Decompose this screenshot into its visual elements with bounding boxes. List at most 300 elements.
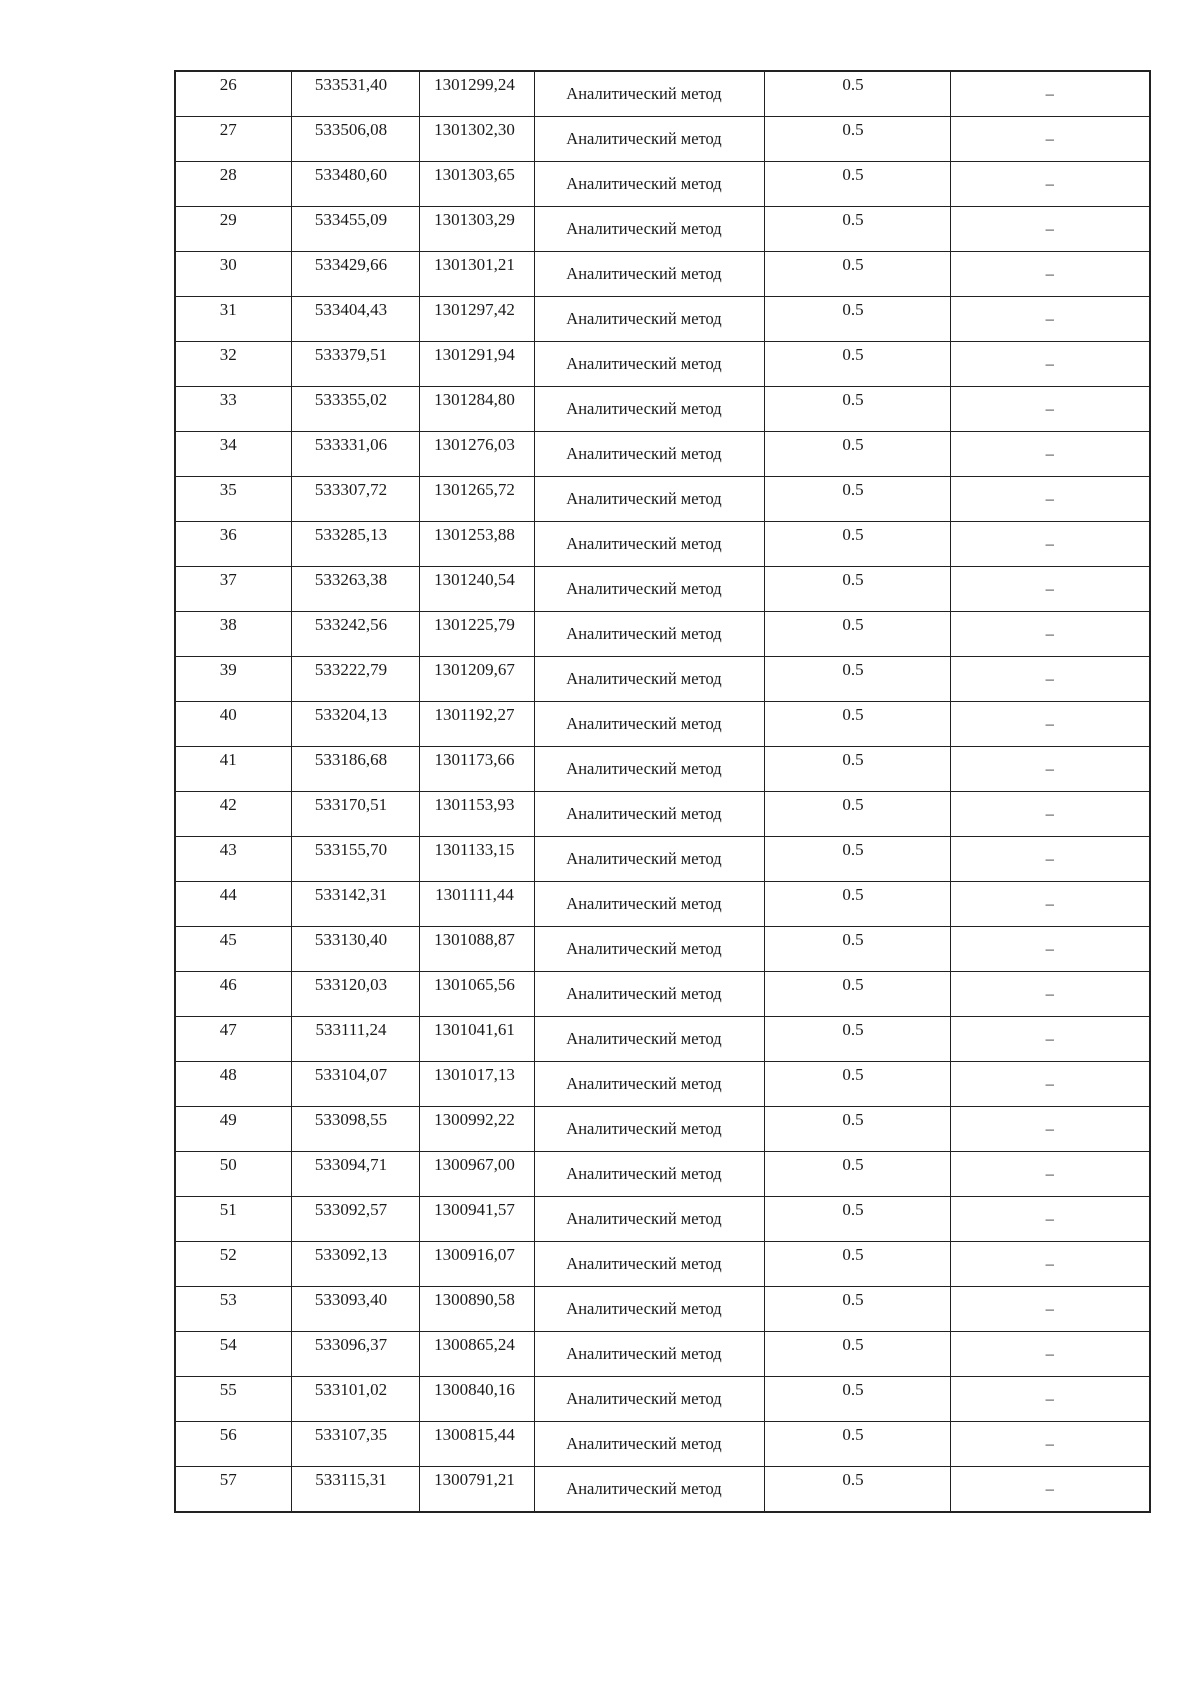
y-coordinate-cell	[419, 162, 534, 207]
note-dash: –	[1045, 624, 1054, 643]
point-number: 26	[219, 75, 237, 94]
y-coordinate-cell	[419, 297, 534, 342]
point-number: 43	[219, 840, 237, 859]
accuracy-value: 0.5	[842, 1245, 864, 1264]
y-coordinate-cell	[419, 1107, 534, 1152]
x-coordinate: 533092,57	[314, 1200, 388, 1219]
x-coordinate: 533455,09	[314, 210, 388, 229]
x-coordinate: 533104,07	[314, 1065, 388, 1084]
point-number-cell	[175, 1017, 291, 1062]
accuracy-value: 0.5	[842, 210, 864, 229]
method-text: Аналитический метод	[566, 354, 722, 373]
x-coordinate-cell	[291, 342, 419, 387]
accuracy-value: 0.5	[842, 840, 864, 859]
x-coordinate: 533404,43	[314, 300, 388, 319]
note-dash: –	[1045, 129, 1054, 148]
y-coordinate: 1301253,88	[434, 525, 515, 544]
accuracy-cell	[764, 837, 950, 882]
note-cell	[950, 1332, 1150, 1377]
point-number: 45	[219, 930, 237, 949]
y-coordinate: 1300791,21	[434, 1470, 515, 1489]
accuracy-value: 0.5	[842, 165, 864, 184]
y-coordinate: 1301284,80	[434, 390, 515, 409]
note-dash: –	[1045, 489, 1054, 508]
accuracy-value: 0.5	[842, 1020, 864, 1039]
method-cell	[534, 117, 764, 162]
table-row	[175, 477, 1150, 522]
point-number: 30	[219, 255, 237, 274]
x-coordinate-cell	[291, 1332, 419, 1377]
accuracy-value: 0.5	[842, 345, 864, 364]
accuracy-value: 0.5	[842, 480, 864, 499]
y-coordinate: 1301209,67	[434, 660, 515, 679]
accuracy-cell	[764, 342, 950, 387]
accuracy-value: 0.5	[842, 75, 864, 94]
x-coordinate: 533142,31	[314, 885, 388, 904]
accuracy-cell	[764, 1422, 950, 1467]
point-number-cell	[175, 1332, 291, 1377]
accuracy-value: 0.5	[842, 435, 864, 454]
point-number-cell	[175, 972, 291, 1017]
accuracy-cell	[764, 1287, 950, 1332]
method-text: Аналитический метод	[566, 669, 722, 688]
method-cell	[534, 71, 764, 117]
point-number: 33	[219, 390, 237, 409]
y-coordinate-cell	[419, 747, 534, 792]
x-coordinate: 533094,71	[314, 1155, 388, 1174]
point-number-cell	[175, 612, 291, 657]
x-coordinate-cell	[291, 297, 419, 342]
method-cell	[534, 1467, 764, 1513]
x-coordinate-cell	[291, 252, 419, 297]
method-text: Аналитический метод	[566, 1209, 722, 1228]
x-coordinate: 533170,51	[314, 795, 388, 814]
x-coordinate-cell	[291, 432, 419, 477]
method-cell	[534, 342, 764, 387]
method-text: Аналитический метод	[566, 804, 722, 823]
note-cell	[950, 1287, 1150, 1332]
point-number-cell	[175, 477, 291, 522]
x-coordinate-cell	[291, 207, 419, 252]
note-cell	[950, 522, 1150, 567]
method-text: Аналитический метод	[566, 309, 722, 328]
x-coordinate: 533098,55	[314, 1110, 388, 1129]
x-coordinate-cell	[291, 1242, 419, 1287]
note-dash: –	[1045, 444, 1054, 463]
accuracy-cell	[764, 1152, 950, 1197]
accuracy-cell	[764, 1062, 950, 1107]
point-number-cell	[175, 837, 291, 882]
method-cell	[534, 207, 764, 252]
method-text: Аналитический метод	[566, 1029, 722, 1048]
y-coordinate-cell	[419, 1287, 534, 1332]
table-row	[175, 1107, 1150, 1152]
x-coordinate-cell	[291, 477, 419, 522]
accuracy-cell	[764, 297, 950, 342]
note-cell	[950, 612, 1150, 657]
method-cell	[534, 612, 764, 657]
y-coordinate: 1301303,29	[434, 210, 515, 229]
y-coordinate: 1301088,87	[434, 930, 515, 949]
x-coordinate-cell	[291, 657, 419, 702]
accuracy-cell	[764, 252, 950, 297]
method-text: Аналитический метод	[566, 174, 722, 193]
table-row	[175, 1152, 1150, 1197]
point-number-cell	[175, 702, 291, 747]
method-text: Аналитический метод	[566, 759, 722, 778]
note-cell	[950, 252, 1150, 297]
note-dash: –	[1045, 1344, 1054, 1363]
y-coordinate: 1300967,00	[434, 1155, 515, 1174]
note-cell	[950, 207, 1150, 252]
note-dash: –	[1045, 219, 1054, 238]
note-cell	[950, 162, 1150, 207]
point-number-cell	[175, 342, 291, 387]
x-coordinate-cell	[291, 927, 419, 972]
note-cell	[950, 477, 1150, 522]
accuracy-cell	[764, 882, 950, 927]
point-number-cell	[175, 1062, 291, 1107]
point-number-cell	[175, 71, 291, 117]
y-coordinate-cell	[419, 252, 534, 297]
table-row	[175, 387, 1150, 432]
x-coordinate: 533186,68	[314, 750, 388, 769]
point-number: 38	[219, 615, 237, 634]
method-text: Аналитический метод	[566, 444, 722, 463]
accuracy-cell	[764, 1242, 950, 1287]
accuracy-value: 0.5	[842, 1065, 864, 1084]
point-number: 28	[219, 165, 237, 184]
table-row	[175, 117, 1150, 162]
point-number-cell	[175, 1107, 291, 1152]
note-dash: –	[1045, 1434, 1054, 1453]
y-coordinate-cell	[419, 71, 534, 117]
method-text: Аналитический метод	[566, 1254, 722, 1273]
table-row	[175, 1062, 1150, 1107]
method-cell	[534, 432, 764, 477]
method-cell	[534, 522, 764, 567]
table-row	[175, 342, 1150, 387]
point-number-cell	[175, 387, 291, 432]
point-number: 46	[219, 975, 237, 994]
accuracy-cell	[764, 612, 950, 657]
point-number-cell	[175, 297, 291, 342]
x-coordinate: 533093,40	[314, 1290, 388, 1309]
accuracy-value: 0.5	[842, 300, 864, 319]
accuracy-cell	[764, 702, 950, 747]
accuracy-value: 0.5	[842, 1335, 864, 1354]
coordinates-table	[174, 70, 1151, 1513]
y-coordinate: 1301265,72	[434, 480, 515, 499]
note-dash: –	[1045, 174, 1054, 193]
point-number-cell	[175, 522, 291, 567]
x-coordinate: 533355,02	[314, 390, 388, 409]
accuracy-value: 0.5	[842, 1155, 864, 1174]
method-cell	[534, 1242, 764, 1287]
y-coordinate: 1301017,13	[434, 1065, 515, 1084]
y-coordinate-cell	[419, 1197, 534, 1242]
method-cell	[534, 972, 764, 1017]
point-number-cell	[175, 432, 291, 477]
note-cell	[950, 342, 1150, 387]
note-dash: –	[1045, 1164, 1054, 1183]
method-text: Аналитический метод	[566, 399, 722, 418]
accuracy-cell	[764, 71, 950, 117]
accuracy-value: 0.5	[842, 930, 864, 949]
note-dash: –	[1045, 1029, 1054, 1048]
note-dash: –	[1045, 759, 1054, 778]
accuracy-cell	[764, 477, 950, 522]
y-coordinate: 1301153,93	[434, 795, 515, 814]
point-number: 49	[219, 1110, 237, 1129]
note-dash: –	[1045, 579, 1054, 598]
x-coordinate: 533115,31	[315, 1470, 387, 1489]
note-dash: –	[1045, 534, 1054, 553]
method-text: Аналитический метод	[566, 534, 722, 553]
x-coordinate: 533379,51	[314, 345, 388, 364]
note-cell	[950, 1467, 1150, 1513]
x-coordinate: 533531,40	[314, 75, 388, 94]
x-coordinate: 533155,70	[314, 840, 388, 859]
point-number-cell	[175, 1152, 291, 1197]
x-coordinate: 533101,02	[314, 1380, 388, 1399]
point-number: 52	[219, 1245, 237, 1264]
y-coordinate: 1300992,22	[434, 1110, 515, 1129]
note-dash: –	[1045, 1209, 1054, 1228]
accuracy-value: 0.5	[842, 660, 864, 679]
point-number-cell	[175, 1197, 291, 1242]
point-number: 51	[219, 1200, 237, 1219]
table-row	[175, 207, 1150, 252]
accuracy-cell	[764, 657, 950, 702]
note-cell	[950, 1017, 1150, 1062]
y-coordinate: 1301065,56	[434, 975, 515, 994]
note-dash: –	[1045, 264, 1054, 283]
method-cell	[534, 657, 764, 702]
y-coordinate-cell	[419, 1377, 534, 1422]
y-coordinate: 1301240,54	[434, 570, 515, 589]
accuracy-value: 0.5	[842, 795, 864, 814]
note-cell	[950, 432, 1150, 477]
point-number-cell	[175, 927, 291, 972]
method-cell	[534, 882, 764, 927]
accuracy-value: 0.5	[842, 1380, 864, 1399]
table-row	[175, 297, 1150, 342]
point-number-cell	[175, 657, 291, 702]
table-row	[175, 702, 1150, 747]
point-number: 35	[219, 480, 237, 499]
accuracy-cell	[764, 1377, 950, 1422]
point-number: 41	[219, 750, 237, 769]
y-coordinate: 1301297,42	[434, 300, 515, 319]
accuracy-value: 0.5	[842, 885, 864, 904]
x-coordinate-cell	[291, 1467, 419, 1513]
point-number-cell	[175, 1467, 291, 1513]
note-cell	[950, 837, 1150, 882]
y-coordinate-cell	[419, 882, 534, 927]
accuracy-value: 0.5	[842, 1200, 864, 1219]
method-cell	[534, 1332, 764, 1377]
point-number-cell	[175, 792, 291, 837]
y-coordinate-cell	[419, 207, 534, 252]
method-text: Аналитический метод	[566, 579, 722, 598]
note-cell	[950, 747, 1150, 792]
note-dash: –	[1045, 1119, 1054, 1138]
y-coordinate: 1301291,94	[434, 345, 515, 364]
note-dash: –	[1045, 1389, 1054, 1408]
accuracy-cell	[764, 567, 950, 612]
note-cell	[950, 792, 1150, 837]
accuracy-cell	[764, 522, 950, 567]
note-dash: –	[1045, 804, 1054, 823]
accuracy-cell	[764, 1107, 950, 1152]
point-number: 37	[219, 570, 237, 589]
accuracy-value: 0.5	[842, 750, 864, 769]
y-coordinate-cell	[419, 792, 534, 837]
note-dash: –	[1045, 399, 1054, 418]
note-dash: –	[1045, 894, 1054, 913]
method-text: Аналитический метод	[566, 1479, 722, 1498]
accuracy-cell	[764, 1017, 950, 1062]
accuracy-value: 0.5	[842, 570, 864, 589]
y-coordinate-cell	[419, 1467, 534, 1513]
x-coordinate-cell	[291, 117, 419, 162]
table-row	[175, 1422, 1150, 1467]
point-number-cell	[175, 252, 291, 297]
point-number: 39	[219, 660, 237, 679]
method-cell	[534, 567, 764, 612]
note-cell	[950, 927, 1150, 972]
method-text: Аналитический метод	[566, 1389, 722, 1408]
accuracy-cell	[764, 747, 950, 792]
table-row	[175, 837, 1150, 882]
y-coordinate-cell	[419, 1242, 534, 1287]
table-row	[175, 1377, 1150, 1422]
coordinates-table-body	[175, 71, 1150, 1512]
point-number: 44	[219, 885, 237, 904]
note-cell	[950, 1152, 1150, 1197]
y-coordinate: 1301041,61	[434, 1020, 515, 1039]
method-text: Аналитический метод	[566, 984, 722, 1003]
accuracy-cell	[764, 1332, 950, 1377]
x-coordinate: 533204,13	[314, 705, 388, 724]
note-cell	[950, 702, 1150, 747]
note-dash: –	[1045, 1074, 1054, 1093]
x-coordinate-cell	[291, 1017, 419, 1062]
note-dash: –	[1045, 1479, 1054, 1498]
table-row	[175, 927, 1150, 972]
accuracy-value: 0.5	[842, 1290, 864, 1309]
y-coordinate-cell	[419, 342, 534, 387]
accuracy-value: 0.5	[842, 255, 864, 274]
table-row	[175, 972, 1150, 1017]
method-text: Аналитический метод	[566, 219, 722, 238]
method-text: Аналитический метод	[566, 129, 722, 148]
x-coordinate-cell	[291, 1197, 419, 1242]
x-coordinate: 533285,13	[314, 525, 388, 544]
method-text: Аналитический метод	[566, 894, 722, 913]
accuracy-cell	[764, 1467, 950, 1513]
x-coordinate: 533506,08	[314, 120, 388, 139]
x-coordinate: 533429,66	[314, 255, 388, 274]
method-text: Аналитический метод	[566, 1119, 722, 1138]
table-row	[175, 1197, 1150, 1242]
y-coordinate-cell	[419, 387, 534, 432]
y-coordinate-cell	[419, 1152, 534, 1197]
point-number-cell	[175, 1242, 291, 1287]
table-row	[175, 882, 1150, 927]
accuracy-value: 0.5	[842, 1425, 864, 1444]
point-number: 36	[219, 525, 237, 544]
x-coordinate-cell	[291, 162, 419, 207]
x-coordinate-cell	[291, 71, 419, 117]
method-text: Аналитический метод	[566, 489, 722, 508]
x-coordinate-cell	[291, 792, 419, 837]
y-coordinate-cell	[419, 432, 534, 477]
y-coordinate-cell	[419, 1017, 534, 1062]
note-cell	[950, 1422, 1150, 1467]
point-number: 40	[219, 705, 237, 724]
x-coordinate: 533263,38	[314, 570, 388, 589]
note-dash: –	[1045, 714, 1054, 733]
x-coordinate: 533242,56	[314, 615, 388, 634]
x-coordinate: 533331,06	[314, 435, 388, 454]
note-dash: –	[1045, 1254, 1054, 1273]
x-coordinate-cell	[291, 882, 419, 927]
accuracy-cell	[764, 972, 950, 1017]
y-coordinate-cell	[419, 1332, 534, 1377]
note-cell	[950, 387, 1150, 432]
y-coordinate-cell	[419, 657, 534, 702]
y-coordinate: 1300840,16	[434, 1380, 515, 1399]
y-coordinate-cell	[419, 702, 534, 747]
note-cell	[950, 71, 1150, 117]
x-coordinate-cell	[291, 387, 419, 432]
note-cell	[950, 657, 1150, 702]
note-dash: –	[1045, 669, 1054, 688]
method-cell	[534, 927, 764, 972]
method-cell	[534, 1107, 764, 1152]
table-row	[175, 657, 1150, 702]
table-row	[175, 1287, 1150, 1332]
x-coordinate: 533092,13	[314, 1245, 388, 1264]
method-cell	[534, 1062, 764, 1107]
accuracy-cell	[764, 1197, 950, 1242]
accuracy-value: 0.5	[842, 975, 864, 994]
y-coordinate-cell	[419, 567, 534, 612]
y-coordinate: 1301133,15	[434, 840, 515, 859]
point-number: 27	[219, 120, 237, 139]
note-cell	[950, 972, 1150, 1017]
point-number: 48	[219, 1065, 237, 1084]
x-coordinate: 533107,35	[314, 1425, 388, 1444]
x-coordinate-cell	[291, 1152, 419, 1197]
y-coordinate-cell	[419, 972, 534, 1017]
x-coordinate-cell	[291, 702, 419, 747]
method-cell	[534, 1377, 764, 1422]
y-coordinate: 1300941,57	[434, 1200, 515, 1219]
point-number: 53	[219, 1290, 237, 1309]
accuracy-cell	[764, 162, 950, 207]
point-number-cell	[175, 162, 291, 207]
note-dash: –	[1045, 309, 1054, 328]
x-coordinate-cell	[291, 1422, 419, 1467]
x-coordinate-cell	[291, 567, 419, 612]
x-coordinate: 533222,79	[314, 660, 388, 679]
point-number-cell	[175, 567, 291, 612]
table-row	[175, 747, 1150, 792]
point-number: 50	[219, 1155, 237, 1174]
